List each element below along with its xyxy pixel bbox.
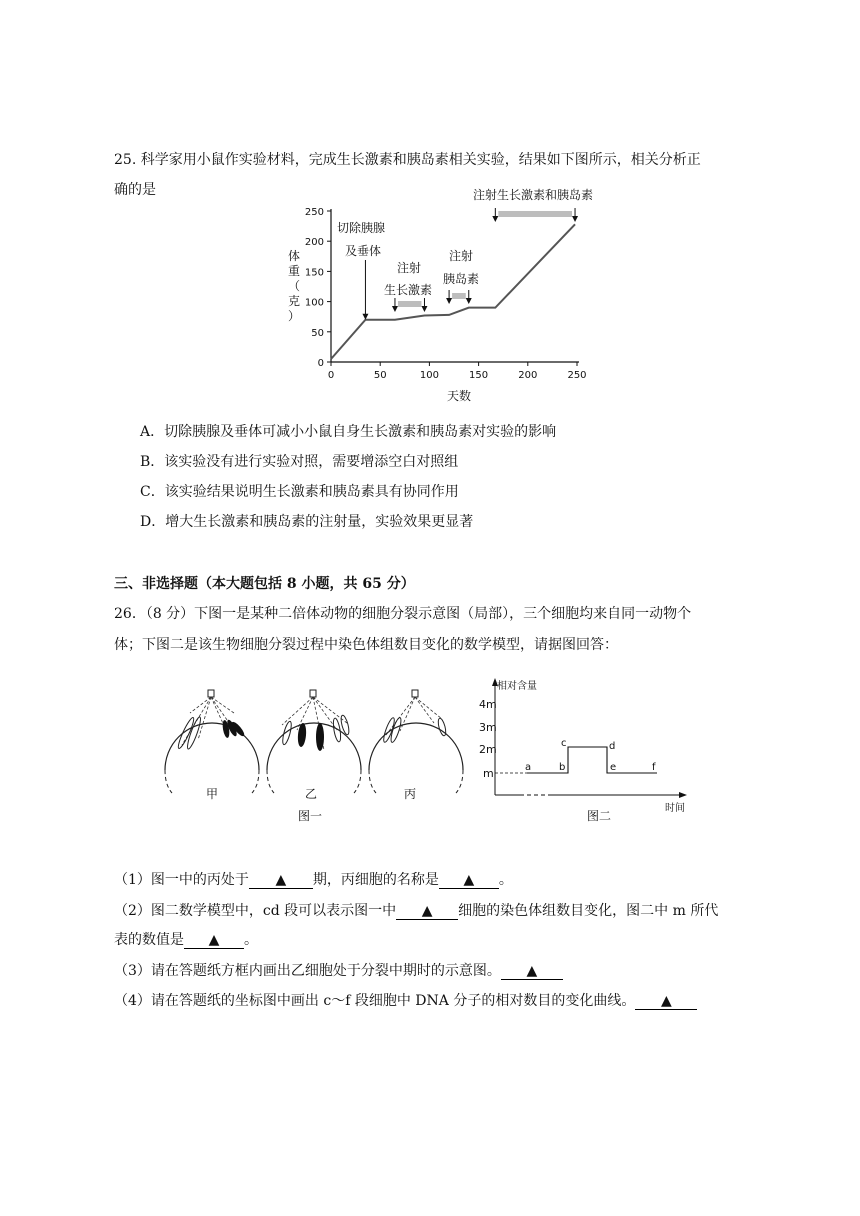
annot-cut-line1: 切除胰腺 bbox=[337, 221, 386, 235]
cell-jia bbox=[165, 690, 259, 793]
answer-blank: ▲ bbox=[396, 903, 458, 920]
cell-bing bbox=[369, 690, 463, 793]
x-tick-label: 250 bbox=[567, 370, 587, 381]
fig2-xlabel: 时间 bbox=[665, 803, 685, 814]
y-axis-label bbox=[288, 248, 300, 323]
x-tick-label: 50 bbox=[373, 370, 387, 381]
fig2-point-e: e bbox=[610, 762, 617, 773]
q25-option-d: D．增大生长激素和胰岛素的注射量，实验效果更显著 bbox=[140, 514, 474, 530]
figure-1-caption: 图一 bbox=[298, 809, 323, 823]
q25-stem-line1: 25. 科学家用小鼠作实验材料，完成生长激素和胰岛素相关实验，结果如下图所示，相关分析正 bbox=[114, 152, 701, 168]
figure-1-cells bbox=[160, 675, 470, 835]
fig2-point-f: f bbox=[652, 762, 656, 773]
y-tick-label: 200 bbox=[304, 237, 324, 249]
chart-annotations bbox=[362, 208, 578, 320]
answer-blank: ▲ bbox=[184, 932, 244, 949]
q25-option-b: B．该实验没有进行实验对照，需要增添空白对照组 bbox=[140, 454, 459, 470]
q25-stem-line2: 确的是 bbox=[114, 182, 156, 198]
y-tick-label: 0 bbox=[317, 358, 324, 369]
both-injection-bar-start-arrow-head bbox=[492, 216, 498, 222]
body-weight-chart bbox=[280, 180, 620, 410]
q26-sub1: （1）图一中的丙处于 ▲ 期，丙细胞的名称是 ▲ 。 bbox=[114, 872, 513, 888]
annot-ins-line2: 胰岛素 bbox=[443, 272, 480, 286]
answer-blank: ▲ bbox=[501, 963, 563, 980]
fig2-point-d: d bbox=[609, 741, 616, 752]
cell-label-jia: 甲 bbox=[206, 787, 219, 801]
x-tick-label: 150 bbox=[469, 370, 489, 381]
cell-label-bing: 丙 bbox=[404, 787, 417, 801]
figure-2-caption: 图二 bbox=[587, 809, 612, 823]
q25-option-c: C．该实验结果说明生长激素和胰岛素具有协同作用 bbox=[140, 484, 459, 500]
annot-both: 注射生长激素和胰岛素 bbox=[473, 188, 594, 202]
fig2-point-c: c bbox=[561, 738, 567, 749]
q26-sub2-cont: 表的数值是 ▲ 。 bbox=[114, 932, 258, 948]
answer-blank: ▲ bbox=[635, 993, 697, 1010]
y-tick-label: 250 bbox=[304, 207, 324, 218]
cell-yi bbox=[267, 690, 361, 793]
ins-injection-bar-end-arrow-head bbox=[466, 298, 472, 304]
ylabel-char: 克 bbox=[288, 294, 301, 308]
cell-label-yi: 乙 bbox=[305, 787, 318, 801]
x-tick-label: 200 bbox=[518, 370, 538, 381]
annot-ins-line1: 注射 bbox=[449, 249, 474, 263]
ins-injection-bar-start-arrow-head bbox=[446, 298, 452, 304]
ylabel-char: （ bbox=[288, 279, 301, 293]
ylabel-char: 重 bbox=[288, 264, 301, 278]
q26-stem-line2: 体；下图二是该生物细胞分裂过程中染色体组数目变化的数学模型，请据图回答： bbox=[114, 637, 618, 653]
fig2-point-a: a bbox=[525, 762, 532, 773]
q25-option-a: A．切除胰腺及垂体可减小小鼠自身生长激素和胰岛素对实验的影响 bbox=[140, 424, 557, 440]
annot-cut-line2: 及垂体 bbox=[345, 244, 382, 258]
fig2-point-b: b bbox=[559, 762, 566, 773]
y-tick-label: 100 bbox=[304, 297, 324, 309]
q26-sub4: （4）请在答题纸的坐标图中画出 c～f 段细胞中 DNA 分子的相对数目的变化曲线。 ▲ bbox=[114, 991, 697, 1011]
answer-blank: ▲ bbox=[439, 872, 499, 889]
section3-title: 三、非选择题（本大题包括 8 小题，共 65 分） bbox=[114, 576, 415, 592]
x-tick-label: 0 bbox=[327, 370, 335, 381]
answer-blank: ▲ bbox=[249, 872, 313, 889]
gh-injection-bar-start-arrow-head bbox=[392, 306, 398, 312]
gh-injection-bar-end-arrow-head bbox=[421, 306, 427, 312]
q26-sub3: （3）请在答题纸方框内画出乙细胞处于分裂中期时的示意图。 ▲ bbox=[114, 961, 563, 981]
both-injection-bar-end-arrow-head bbox=[572, 216, 578, 222]
fig2-ylabel: 相对含量 bbox=[497, 681, 537, 692]
ylabel-char: ） bbox=[288, 309, 301, 323]
q26-sub2: （2）图二数学模型中，cd 段可以表示图一中 ▲ 细胞的染色体组数目变化，图二中 m 所代 bbox=[114, 903, 719, 919]
x-tick-label: 100 bbox=[419, 370, 439, 381]
x-axis-label: 天数 bbox=[447, 389, 472, 403]
y-tick-label: 50 bbox=[311, 327, 324, 339]
annot-gh-line1: 注射 bbox=[397, 261, 422, 275]
both-injection-bar bbox=[498, 211, 572, 217]
ins-injection-bar bbox=[452, 293, 466, 299]
fig2-ytick-2m: 2m bbox=[479, 743, 497, 756]
gh-injection-bar bbox=[398, 301, 422, 307]
annot-gh-line2: 生长激素 bbox=[384, 283, 433, 297]
figure-2-chart bbox=[475, 675, 695, 835]
fig2-ytick-m: m bbox=[483, 767, 494, 780]
fig2-ytick-4m: 4m bbox=[479, 698, 497, 711]
fig2-ytick-3m: 3m bbox=[479, 721, 497, 734]
ylabel-char: 体 bbox=[288, 249, 301, 263]
q26-stem-line1: 26．（8 分）下图一是某种二倍体动物的细胞分裂示意图（局部），三个细胞均来自同一动物个 bbox=[114, 606, 692, 622]
y-tick-label: 150 bbox=[304, 267, 324, 279]
